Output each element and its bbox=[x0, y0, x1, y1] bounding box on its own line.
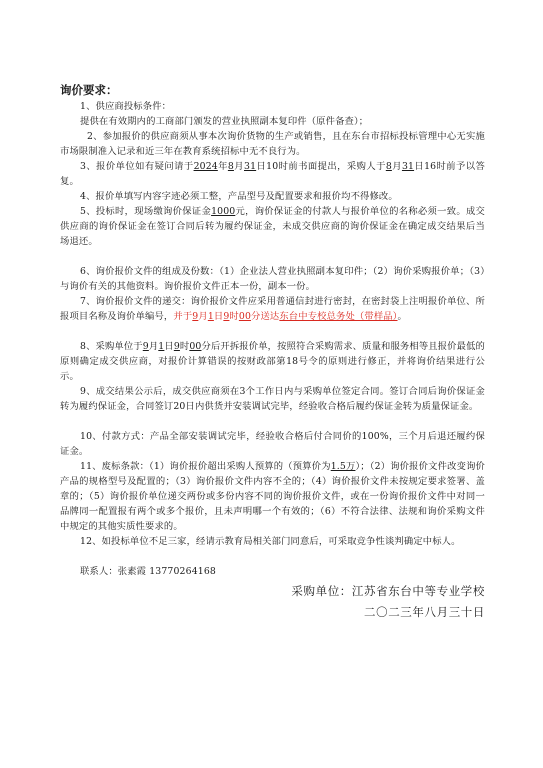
clause-5: 5、投标时，现场缴询价保证金1000元，询价保证金的付款人与报价单位的名称必须一致。成交供应商的询价保证金在签订合同后转为履约保证金，未成交供应商的询价保证金在确定成交结果后当场退还。 bbox=[60, 206, 485, 248]
clause-10: 10、付款方式：产品全部安装调试完毕，经验收合格后付合同价的100%，三个月后退还履约保证金。 bbox=[60, 431, 485, 458]
clause-1-body: 提供在有效期内的工商部门颁发的营业执照副本复印件（原件备查）； bbox=[80, 116, 369, 127]
page-title: 询价要求： bbox=[60, 83, 118, 97]
signature-date: 二〇二三年八月三十日 bbox=[364, 605, 485, 619]
delivery-deadline: 并于9月1日9时00分送达东台中专校总务处（带样品） bbox=[173, 311, 398, 323]
clause-8: 8、采购单位于9月1日9时00分后开拆报价单，按照符合采购需求、质量和服务相等且报价最低的原则确定成交供应商，对报价计算错误的按财政部第18号令的原则进行修正，并将询价结果进行公示。 bbox=[60, 341, 485, 383]
clause-4: 4、报价单填写内容字迹必须工整，产品型号及配置要求和报价均不得修改。 bbox=[80, 191, 398, 202]
clause-11: 11、废标条款：（1）询价报价超出采购人预算的（预算价为1.5万）；（2）询价报价文件改变询价产品的规格型号及配置的；（3）询价报价文件内容不全的；（4）询价报价文件未按规定要求签署、盖章的；（5）询价报价单位递交两份或多份内容不同的询价报价文件，或在一份询价报价文件中对同一品牌同一配置报有两个或多个报价，且未声明哪一个有效的；（6）不符合法律、法规和询价采购文件中规定的其他实质性要求的。 bbox=[60, 461, 485, 533]
contact-line: 联系人：张素霞 13770264168 bbox=[80, 566, 216, 577]
clause-7: 7、询价报价文件的递交：询价报价文件应采用普通信封进行密封，在密封袋上注明报价单位、所报项目名称及询价单编号，并于9月1日9时00分送达东台中专校总务处（带样品）。 bbox=[60, 296, 485, 323]
clause-12: 12、如投标单位不足三家，经请示教育局相关部门同意后，可采取竞争性谈判确定中标人。 bbox=[80, 536, 461, 547]
clause-3: 3、报价单位如有疑问请于2024年8月31日10时前书面提出，采购人于8月31日16时前予以答复。 bbox=[60, 161, 485, 188]
clause-2: 2、参加报价的供应商须从事本次询价货物的生产或销售，且在东台市招标投标管理中心无实施市场限制准入记录和近三年在教育系统招标中无不良行为。 bbox=[60, 131, 485, 158]
clause-9: 9、成交结果公示后，成交供应商须在3个工作日内与采购单位签定合同。签订合同后询价保证金转为履约保证金，合同签订20日内供货并安装调试完毕，经验收合格后履约保证金转为质量保证金。 bbox=[60, 386, 485, 413]
purchasing-unit: 采购单位：江苏省东台中等专业学校 bbox=[291, 584, 485, 598]
clause-6: 6、询价报价文件的组成及份数：（1）企业法人营业执照副本复印件；（2）询价采购报价单；（3）与询价有关的其他资料。询价报价文件正本一份，副本一份。 bbox=[60, 266, 485, 293]
clause-1-heading: 1、供应商投标条件： bbox=[80, 101, 172, 112]
